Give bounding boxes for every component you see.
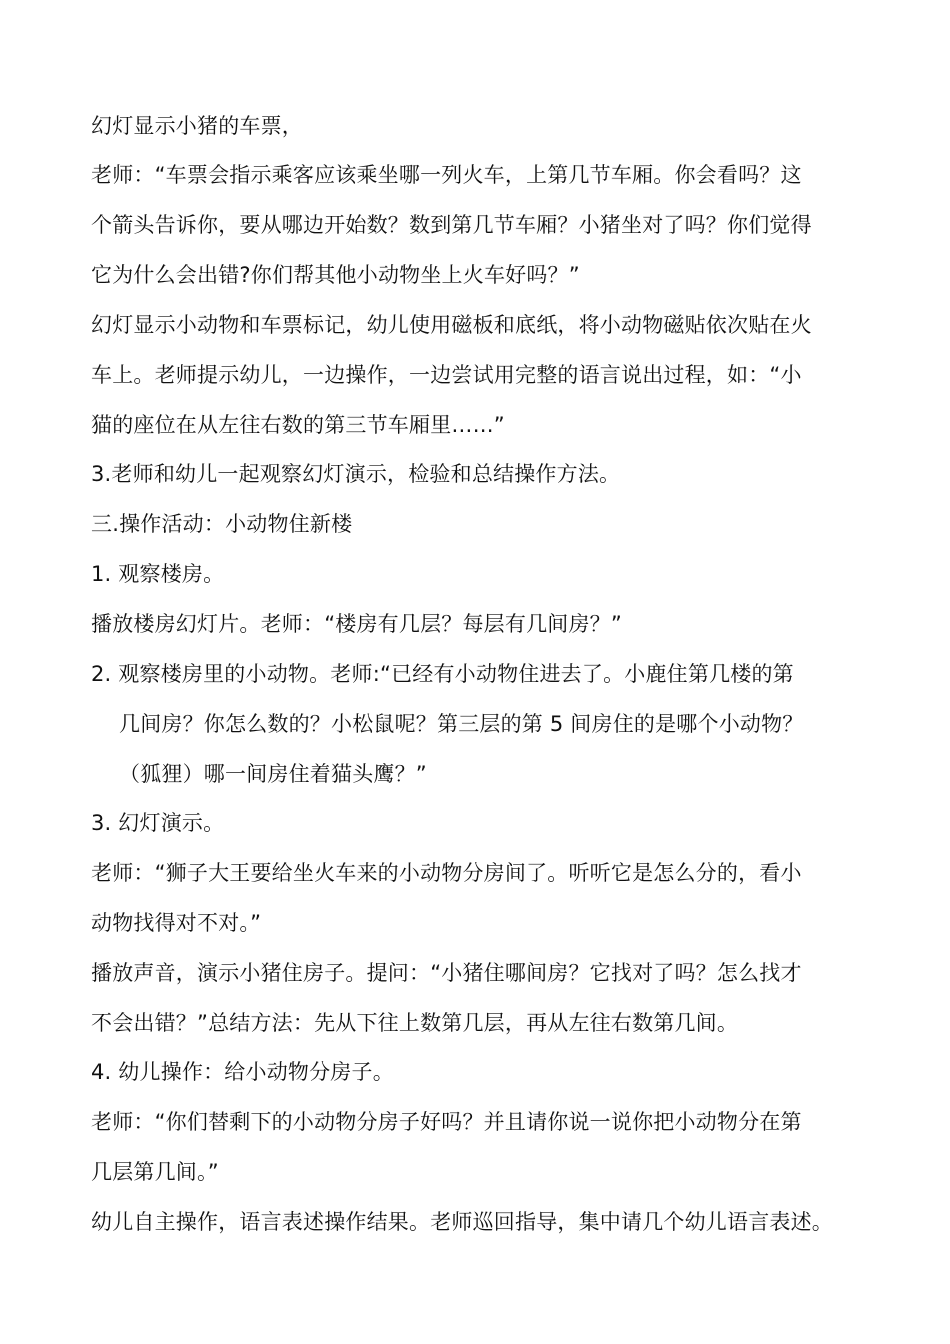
text-line: 几间房？你怎么数的？小松鼠呢？第三层的第 5 间房住的是哪个小动物？ [119,712,804,736]
text-line: 不会出错？”总结方法：先从下往上数第几层，再从左往右数第几间。 [91,1011,739,1035]
section-heading: 三.操作活动：小动物住新楼 [91,512,353,536]
text-line: 几层第几间。” [91,1160,219,1184]
text-line: 它为什么会出错?你们帮其他小动物坐上火车好吗？” [91,263,580,287]
text-line: 3.老师和幼儿一起观察幻灯演示，检验和总结操作方法。 [91,462,621,486]
text-line: 3. 幻灯演示。 [91,811,225,835]
text-line: （狐狸）哪一间房住着猫头鹰？” [119,762,427,786]
text-line: 幻灯显示小动物和车票标记，幼儿使用磁板和底纸，将小动物磁贴依次贴在火 [91,313,812,337]
text-line: 猫的座位在从左往右数的第三节车厢里……” [91,413,505,437]
text-line: 2. 观察楼房里的小动物。老师:“已经有小动物住进去了。小鹿住第几楼的第 [91,662,794,686]
text-line: 幻灯显示小猪的车票， [91,114,303,138]
text-line: 1. 观察楼房。 [91,562,225,586]
text-line: 老师：“车票会指示乘客应该乘坐哪一列火车，上第几节车厢。你会看吗？这 [91,163,802,187]
text-line: 老师：“你们替剩下的小动物分房子好吗？并且请你说一说你把小动物分在第 [91,1110,802,1134]
text-line: 个箭头告诉你，要从哪边开始数？数到第几节车厢？小猪坐对了吗？你们觉得 [91,213,812,237]
text-line: 动物找得对不对。” [91,911,262,935]
text-line: 老师：“狮子大王要给坐火车来的小动物分房间了。听听它是怎么分的，看小 [91,861,802,885]
text-line: 幼儿自主操作，语言表述操作结果。老师巡回指导，集中请几个幼儿语言表述。 [91,1210,833,1234]
text-line: 播放声音，演示小猪住房子。提问：“小猪住哪间房？它找对了吗？怎么找才 [91,961,802,985]
text-line: 4. 幼儿操作：给小动物分房子。 [91,1060,394,1084]
text-line: 播放楼房幻灯片。老师：“楼房有几层？每层有几间房？” [91,612,622,636]
text-line: 车上。老师提示幼儿，一边操作，一边尝试用完整的语言说出过程，如：“小 [91,363,802,387]
